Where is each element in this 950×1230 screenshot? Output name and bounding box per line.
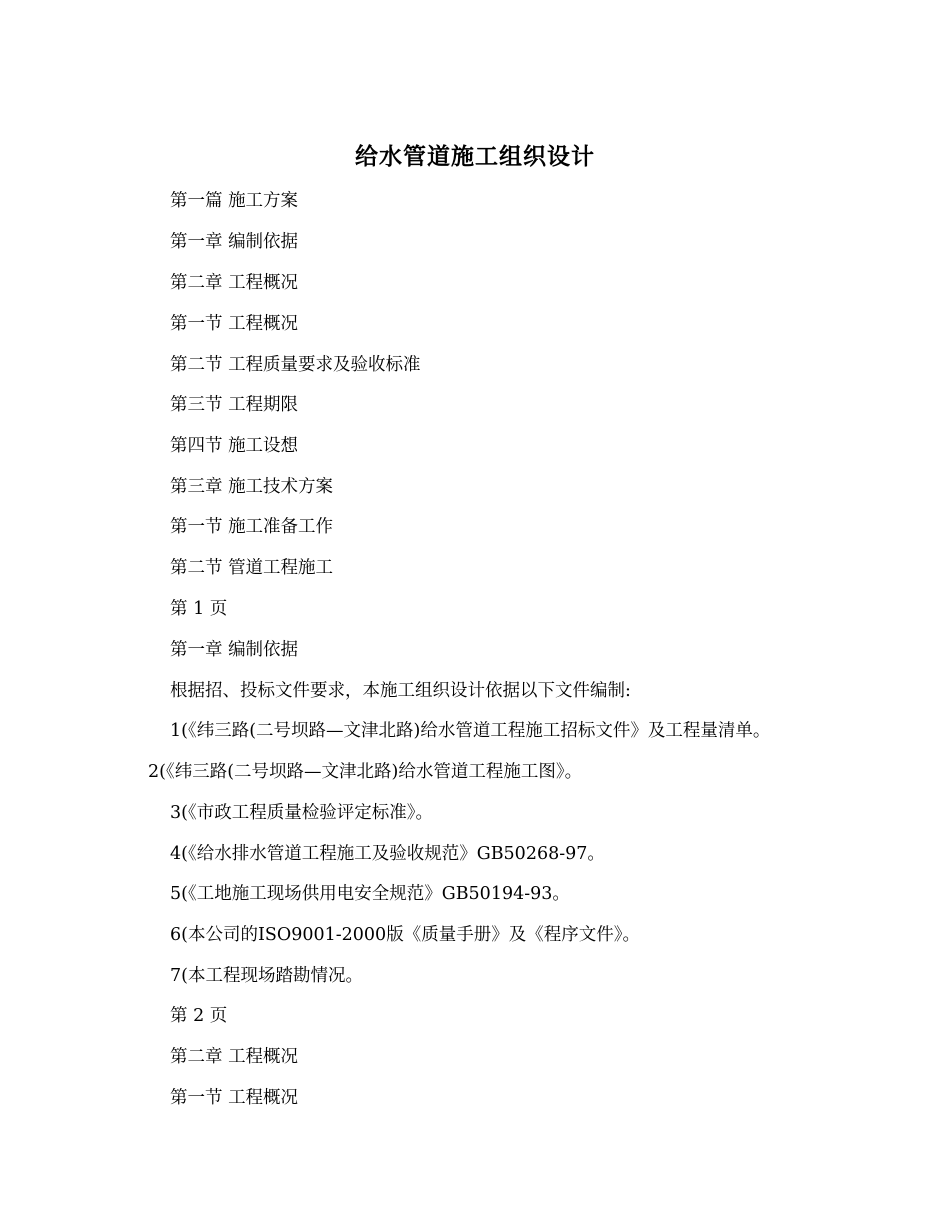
toc-chapter-3: 第三章 施工技术方案 bbox=[170, 477, 334, 497]
page-marker-1: 第 1 页 bbox=[170, 599, 228, 619]
chapter-heading: 第一章 编制依据 bbox=[170, 640, 299, 660]
document-title: 给水管道施工组织设计 bbox=[355, 143, 595, 170]
list-item: 3(《市政工程质量检验评定标准》。 bbox=[170, 803, 433, 823]
toc-section-2-4: 第四节 施工设想 bbox=[170, 436, 299, 456]
toc-part-1: 第一篇 施工方案 bbox=[170, 191, 299, 211]
list-item: 7(本工程现场踏勘情况。 bbox=[170, 966, 363, 986]
list-item: 2(《纬三路(二号坝路—文津北路)给水管道工程施工图》。 bbox=[148, 762, 583, 782]
body-paragraph: 根据招、投标文件要求，本施工组织设计依据以下文件编制: bbox=[170, 681, 631, 701]
list-item: 1(《纬三路(二号坝路—文津北路)给水管道工程施工招标文件》及工程量清单。 bbox=[170, 721, 771, 741]
toc-section-3-1: 第一节 施工准备工作 bbox=[170, 517, 334, 537]
toc-chapter-2: 第二章 工程概况 bbox=[170, 273, 299, 293]
section-heading: 第一节 工程概况 bbox=[170, 1088, 299, 1108]
toc-section-2-2: 第二节 工程质量要求及验收标准 bbox=[170, 355, 421, 375]
toc-chapter-1: 第一章 编制依据 bbox=[170, 232, 299, 252]
toc-section-3-2: 第二节 管道工程施工 bbox=[170, 558, 334, 578]
list-item: 6(本公司的ISO9001-2000版《质量手册》及《程序文件》。 bbox=[170, 925, 640, 945]
page-marker-2: 第 2 页 bbox=[170, 1006, 228, 1026]
list-item: 4(《给水排水管道工程施工及验收规范》GB50268-97。 bbox=[170, 844, 605, 864]
toc-section-2-1: 第一节 工程概况 bbox=[170, 314, 299, 334]
chapter-heading: 第二章 工程概况 bbox=[170, 1047, 299, 1067]
toc-section-2-3: 第三节 工程期限 bbox=[170, 395, 299, 415]
list-item: 5(《工地施工现场供用电安全规范》GB50194-93。 bbox=[170, 884, 570, 904]
